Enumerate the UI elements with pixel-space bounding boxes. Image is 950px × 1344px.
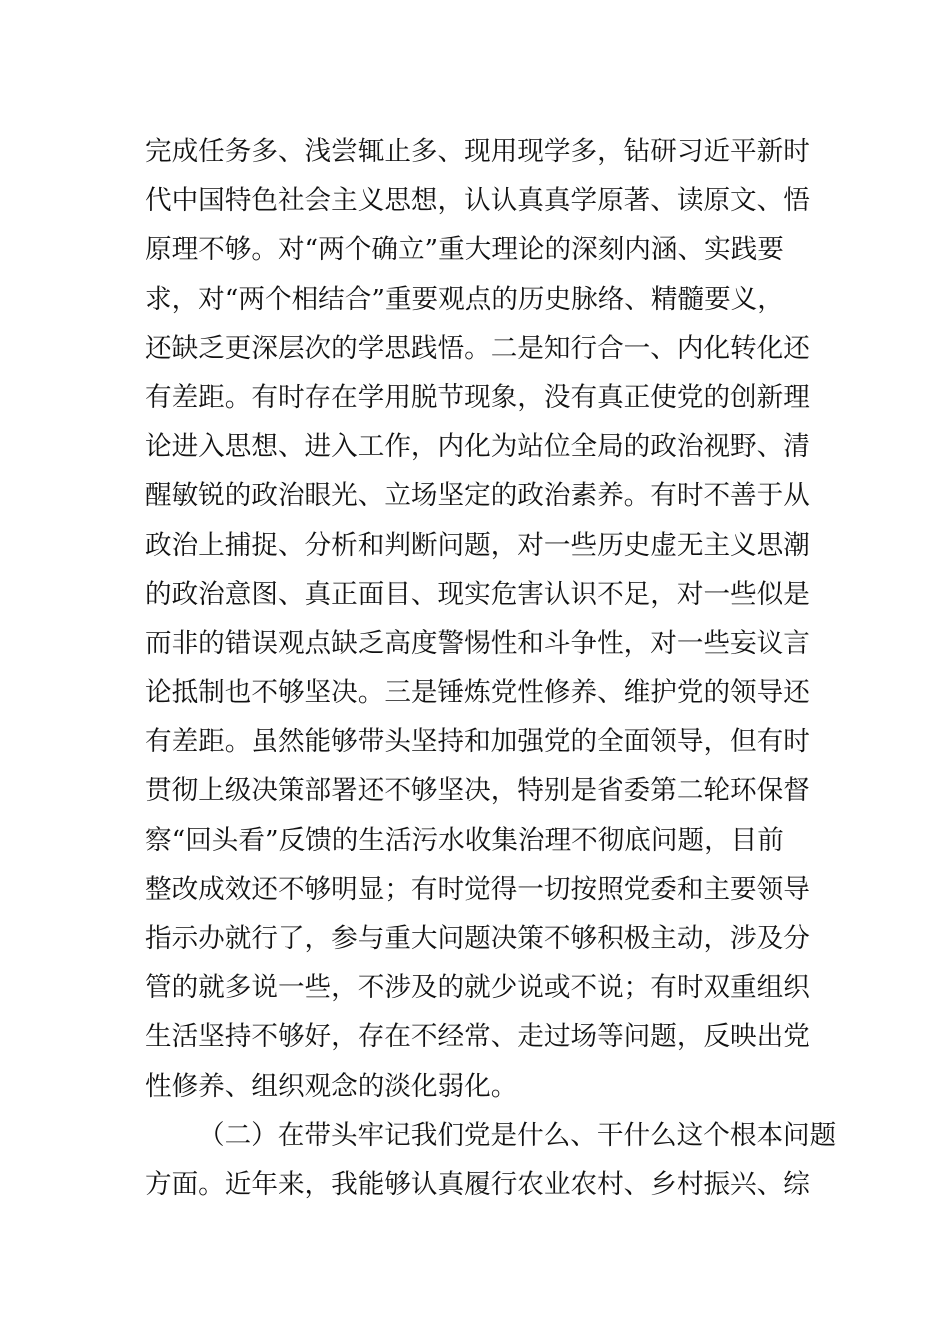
section-heading-line: （二）在带头牢记我们党是什么、干什么这个根本问题: [198, 1119, 837, 1151]
text-line: 方面。近年来，我能够认真履行农业农村、乡村振兴、综: [145, 1168, 810, 1200]
text-line: 的政治意图、真正面目、现实危害认识不足，对一些似是: [145, 578, 810, 610]
text-line: 察“回头看”反馈的生活污水收集治理不彻底问题，目前: [145, 824, 784, 856]
text-line: 整改成效还不够明显；有时觉得一切按照党委和主要领导: [145, 873, 810, 905]
text-line: 代中国特色社会主义思想，认认真真学原著、读原文、悟: [145, 185, 810, 217]
text-line: 还缺乏更深层次的学思践悟。二是知行合一、内化转化还: [145, 332, 810, 364]
text-line: 原理不够。对“两个确立”重大理论的深刻内涵、实践要: [145, 234, 784, 266]
text-line: 政治上捕捉、分析和判断问题，对一些历史虚无主义思潮: [145, 529, 810, 561]
text-line: 论抵制也不够坚决。三是锤炼党性修养、维护党的领导还: [145, 677, 810, 709]
text-line: 生活坚持不够好，存在不经常、走过场等问题，反映出党: [145, 1021, 810, 1053]
text-line: 性修养、组织观念的淡化弱化。: [145, 1070, 518, 1102]
text-line: 管的就多说一些，不涉及的就少说或不说；有时双重组织: [145, 972, 810, 1004]
body-text: [145, 127, 837, 1209]
text-line: 有差距。有时存在学用脱节现象，没有真正使党的创新理: [145, 381, 810, 413]
text-line: 贯彻上级决策部署还不够坚决，特别是省委第二轮环保督: [145, 775, 810, 807]
text-line: 求，对“两个相结合”重要观点的历史脉络、精髓要义，: [145, 283, 784, 315]
text-line: 醒敏锐的政治眼光、立场坚定的政治素养。有时不善于从: [145, 480, 810, 512]
text-line: 而非的错误观点缺乏高度警惕性和斗争性，对一些妄议言: [145, 627, 810, 659]
text-line: 论进入思想、进入工作，内化为站位全局的政治视野、清: [145, 431, 810, 463]
text-line: 有差距。虽然能够带头坚持和加强党的全面领导，但有时: [145, 726, 810, 758]
text-line: 指示办就行了，参与重大问题决策不够积极主动，涉及分: [145, 923, 810, 954]
text-line: 完成任务多、浅尝辄止多、现用现学多，钻研习近平新时: [145, 136, 810, 167]
